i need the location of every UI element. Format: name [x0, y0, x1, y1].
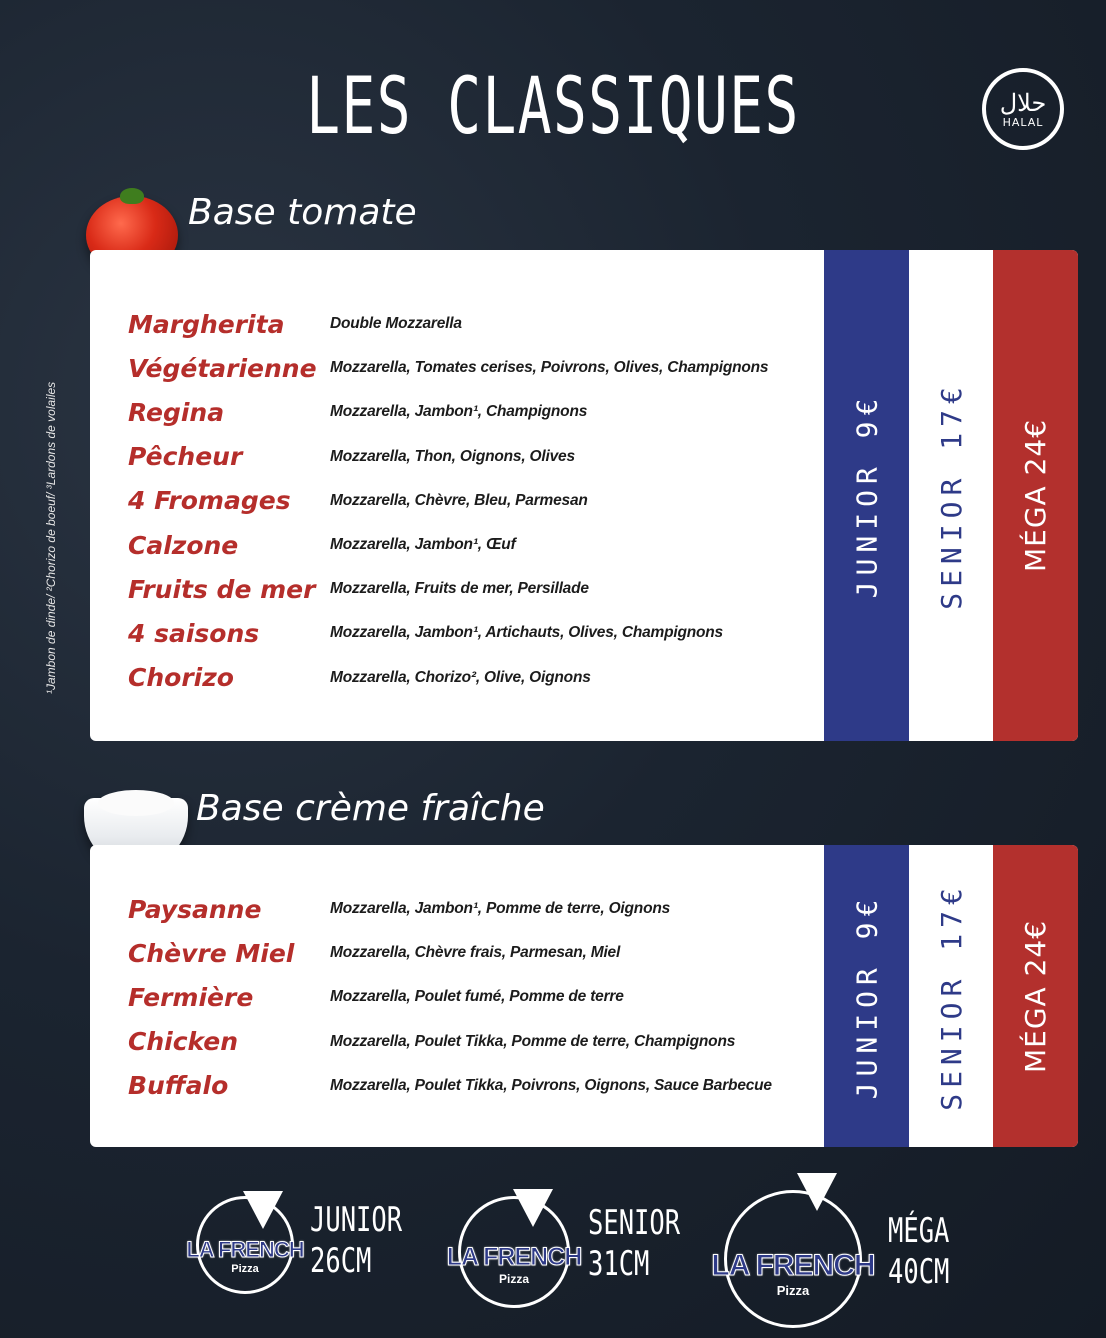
pizza-name: Margherita: [128, 309, 285, 339]
pizza-ingredients: Mozzarella, Jambon¹, Artichauts, Olives, Champignons: [330, 624, 723, 642]
size-name: MÉGA: [888, 1211, 950, 1252]
pizza-ingredients: Double Mozzarella: [330, 315, 462, 333]
pizza-list: [128, 887, 772, 1108]
price-junior: JUNIOR 9€: [850, 392, 883, 599]
pizza-row: [128, 567, 768, 611]
price-band-junior: [824, 845, 909, 1147]
price-mega: MÉGA 24€: [1019, 919, 1053, 1073]
pizza-row: [128, 1064, 772, 1108]
size-mega: [711, 1190, 970, 1328]
pizza-ingredients: Mozzarella, Chèvre, Bleu, Parmesan: [330, 491, 588, 509]
pizza-logo: [711, 1190, 875, 1328]
pizza-name: Fermière: [128, 982, 254, 1012]
price-band-mega: [993, 845, 1078, 1147]
price-senior: SENIOR 17€: [935, 881, 969, 1111]
logo-brand: LA FRENCH: [186, 1237, 304, 1262]
pizza-name: 4 saisons: [128, 618, 260, 648]
pizza-row: [128, 302, 768, 346]
pizza-logo: [186, 1196, 304, 1294]
size-dimension: 40CM: [888, 1252, 950, 1292]
pizza-name: Chicken: [128, 1027, 239, 1057]
pizza-ingredients: Mozzarella, Thon, Oignons, Olives: [330, 447, 575, 465]
pizza-row: [128, 346, 768, 390]
size-senior: [446, 1196, 711, 1308]
price-senior: SENIOR 17€: [935, 381, 969, 610]
size-dimension: 31CM: [588, 1244, 650, 1284]
pizza-ingredients: Mozzarella, Jambon¹, Champignons: [330, 403, 588, 421]
pizza-slice-icon: [513, 1189, 553, 1227]
pizza-ingredients: Mozzarella, Jambon¹, Pomme de terre, Oignons: [330, 900, 671, 918]
halal-label: HALAL: [1002, 115, 1044, 129]
size-label-mega: [888, 1211, 949, 1293]
price-junior: JUNIOR 9€: [850, 893, 883, 1099]
logo-sub: Pizza: [498, 1271, 529, 1286]
pizza-row: [128, 1020, 772, 1064]
pizza-ingredients: Mozzarella, Tomates cerises, Poivrons, Olives, Champignons: [330, 359, 769, 377]
section-title-creme: Base crème fraîche: [196, 788, 545, 829]
pizza-row: [128, 931, 772, 975]
pizza-row: [128, 390, 768, 434]
price-mega: MÉGA 24€: [1019, 418, 1053, 573]
price-band-mega: [993, 250, 1078, 741]
pizza-ingredients: Mozzarella, Jambon¹, Œuf: [330, 536, 516, 554]
size-label-senior: [588, 1203, 680, 1285]
footnote: ¹Jambon de dinde/ ²Chorizo de boeuf/ ³Lardons de volailes: [44, 381, 58, 694]
pizza-ingredients: Mozzarella, Poulet Tikka, Poivrons, Oignons, Sauce Barbecue: [330, 1076, 772, 1094]
logo-brand: LA FRENCH: [711, 1248, 875, 1282]
pizza-slice-icon: [797, 1173, 837, 1211]
pizza-ingredients: Mozzarella, Fruits de mer, Persillade: [330, 580, 589, 598]
menu-card-creme: [90, 845, 1078, 1147]
pizza-logo: [446, 1196, 582, 1308]
pizza-name: Végétarienne: [128, 353, 317, 383]
halal-badge: [982, 68, 1064, 150]
size-label-junior: [310, 1200, 402, 1282]
pizza-name: Regina: [128, 397, 225, 427]
pizza-name: Paysanne: [128, 894, 262, 924]
pizza-name: Chorizo: [128, 663, 234, 693]
size-name: SENIOR: [588, 1203, 681, 1244]
price-band-senior: [909, 250, 994, 741]
halal-arabic-text: حلال: [999, 88, 1047, 117]
pizza-slice-icon: [243, 1191, 283, 1229]
size-junior: [186, 1196, 433, 1294]
pizza-name: Pêcheur: [128, 442, 243, 472]
pizza-row: [128, 523, 768, 567]
size-name: JUNIOR: [310, 1200, 403, 1241]
pizza-row: [128, 975, 772, 1019]
pizza-ingredients: Mozzarella, Chorizo², Olive, Oignons: [330, 668, 591, 686]
logo-sub: Pizza: [776, 1282, 810, 1298]
pizza-ingredients: Mozzarella, Poulet fumé, Pomme de terre: [330, 988, 624, 1006]
pizza-row: [128, 479, 768, 523]
pizza-name: 4 Fromages: [128, 486, 291, 516]
logo-sub: Pizza: [231, 1263, 259, 1275]
pizza-list: [128, 302, 768, 700]
pizza-name: Fruits de mer: [128, 574, 316, 604]
pizza-name: Chèvre Miel: [128, 938, 295, 968]
pizza-row: [128, 887, 772, 931]
price-band-junior: [824, 250, 909, 741]
pizza-name: Buffalo: [128, 1071, 229, 1101]
logo-brand: LA FRENCH: [446, 1242, 582, 1271]
pizza-row: [128, 611, 768, 655]
pizza-ingredients: Mozzarella, Poulet Tikka, Pomme de terre, Champignons: [330, 1032, 736, 1050]
pizza-ingredients: Mozzarella, Chèvre frais, Parmesan, Miel: [330, 944, 621, 962]
menu-card-tomate: [90, 250, 1078, 741]
page-title: LES CLASSIQUES: [306, 62, 800, 152]
size-dimension: 26CM: [310, 1241, 372, 1281]
section-title-tomate: Base tomate: [188, 192, 417, 233]
pizza-row: [128, 435, 768, 479]
price-band-senior: [909, 845, 994, 1147]
pizza-row: [128, 656, 768, 700]
pizza-name: Calzone: [128, 530, 239, 560]
